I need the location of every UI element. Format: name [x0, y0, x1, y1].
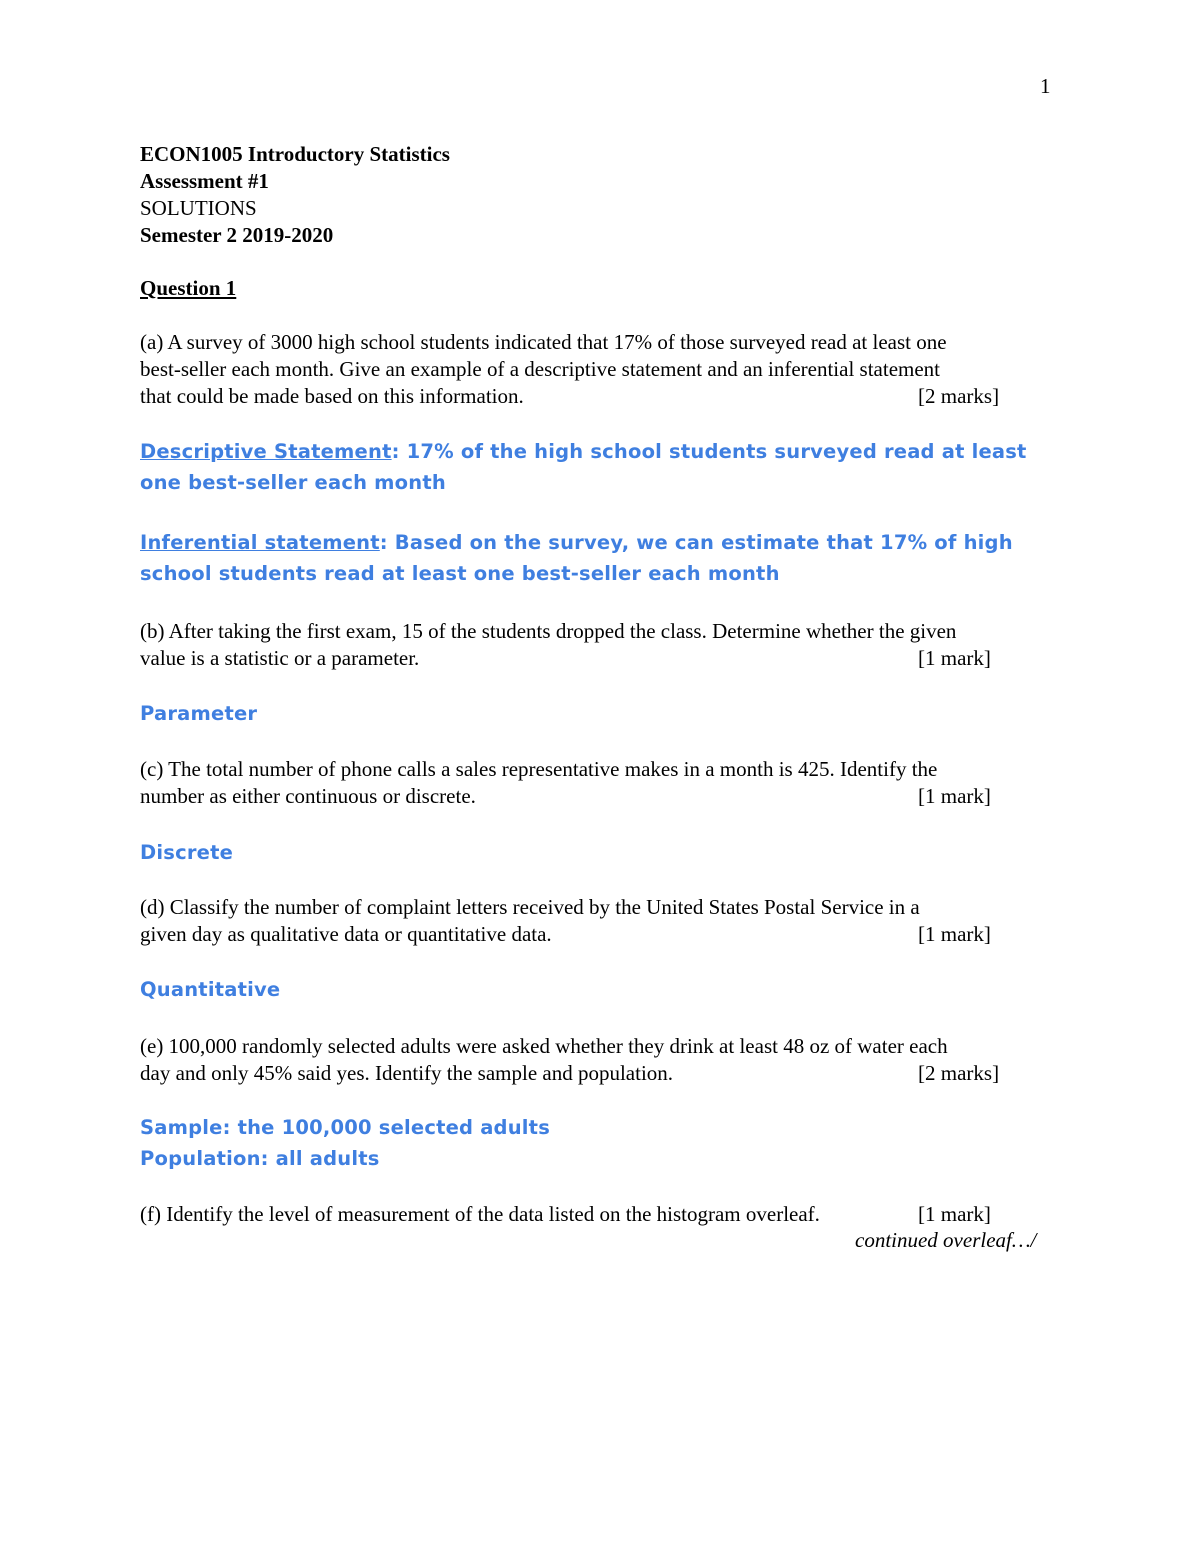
part-d-line: (d) Classify the number of complaint letters received by the United States Postal Service in a [140, 895, 920, 919]
course-title: ECON1005 Introductory Statistics [140, 142, 450, 166]
solutions-label: SOLUTIONS [140, 196, 257, 220]
part-c-marks: [1 mark] [918, 784, 991, 808]
part-f-marks: [1 mark] [918, 1202, 991, 1226]
part-d-line: given day as qualitative data or quantitative data. [1 mark] [140, 922, 991, 946]
part-b-answer: Parameter [140, 702, 258, 725]
document-header [140, 141, 450, 249]
population-answer: Population: all adults [140, 1147, 380, 1170]
part-c-line: (c) The total number of phone calls a sales representative makes in a month is 425. Identify the [140, 757, 938, 781]
part-b-line: value is a statistic or a parameter. [1 mark] [140, 646, 991, 670]
part-e-marks: [2 marks] [918, 1061, 1000, 1085]
continued-overleaf: continued overleaf…/ [855, 1228, 1037, 1252]
part-b-question [140, 618, 1065, 672]
part-b-line: (b) After taking the first exam, 15 of the students dropped the class. Determine whether the given [140, 619, 957, 643]
part-e-answer [140, 1112, 550, 1174]
part-a-marks: [2 marks] [918, 384, 1000, 408]
semester-label: Semester 2 2019-2020 [140, 223, 334, 247]
part-e-line: day and only 45% said yes. Identify the sample and population. [2 marks] [140, 1061, 1000, 1085]
part-c-answer: Discrete [140, 841, 234, 864]
part-a-question [140, 329, 1065, 410]
question-title: Question 1 [140, 276, 237, 300]
part-d-answer: Quantitative [140, 978, 281, 1001]
inferential-label: Inferential statement [140, 531, 380, 554]
part-d-question [140, 894, 1065, 948]
part-a-line: (a) A survey of 3000 high school students indicated that 17% of those surveyed read at least one [140, 330, 947, 354]
part-c-question [140, 756, 1065, 810]
part-a-answer-descriptive: Descriptive Statement: 17% of the high school students surveyed read at least one best-seller each month [140, 440, 1027, 494]
part-e-line: (e) 100,000 randomly selected adults were asked whether they drink at least 48 oz of water each [140, 1034, 948, 1058]
part-b-marks: [1 mark] [918, 646, 991, 670]
descriptive-label: Descriptive Statement [140, 440, 392, 463]
part-a-line: that could be made based on this information. [2 marks] [140, 384, 1000, 408]
sample-answer: Sample: the 100,000 selected adults [140, 1116, 551, 1139]
part-a-line: best-seller each month. Give an example of a descriptive statement and an inferential statement [140, 357, 941, 381]
part-a-answer-inferential: Inferential statement: Based on the survey, we can estimate that 17% of high school students read at least one best-seller each month [140, 531, 1013, 585]
part-c-line: number as either continuous or discrete. [1 mark] [140, 784, 991, 808]
part-d-marks: [1 mark] [918, 922, 991, 946]
part-f-line: (f) Identify the level of measurement of the data listed on the histogram overleaf. [1 mark] [140, 1202, 991, 1226]
part-f-question [140, 1201, 1065, 1228]
assessment-title: Assessment #1 [140, 169, 269, 193]
page-number: 1 [1040, 74, 1051, 98]
part-e-question [140, 1033, 1065, 1087]
